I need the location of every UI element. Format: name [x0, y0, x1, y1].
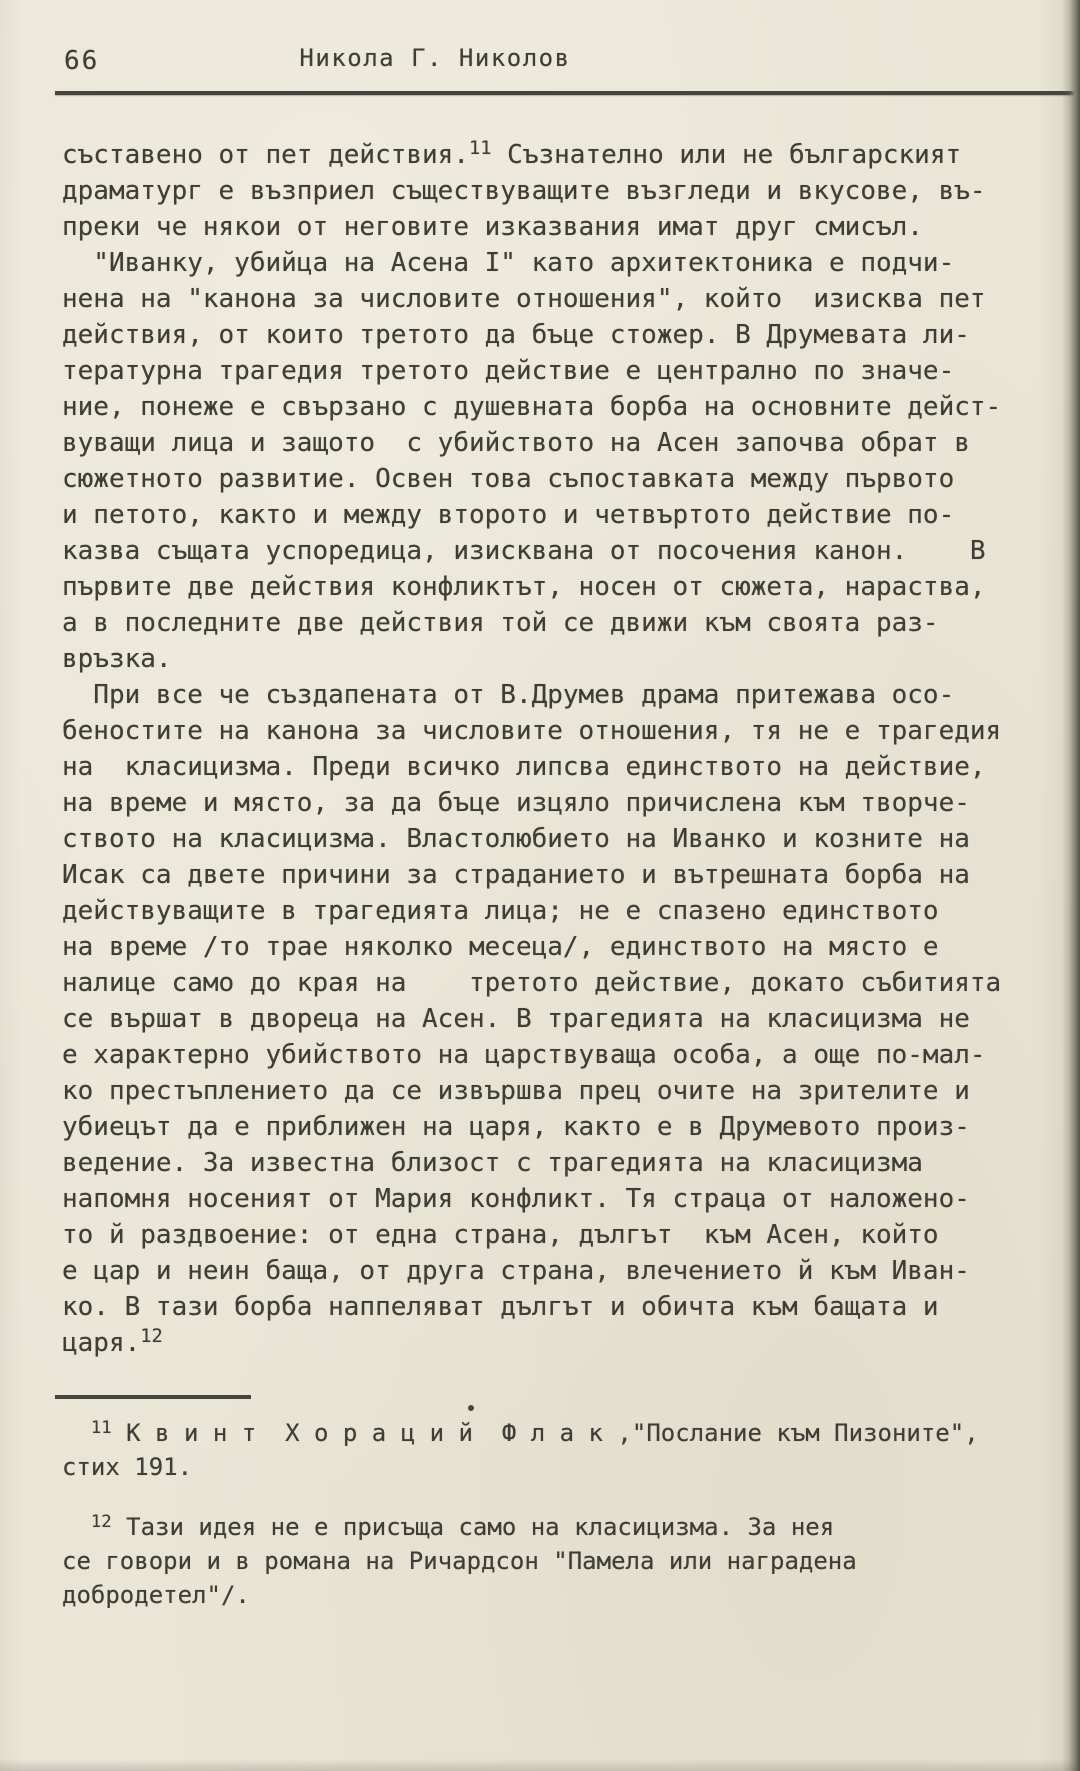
running-header-title: Никола Г. Николов [299, 44, 571, 72]
text-run: Исак са двете причини за страданието и вътрешната борба на [62, 860, 970, 890]
text-line [62, 1510, 1052, 1544]
text-line [62, 245, 1042, 281]
text-line [62, 281, 1042, 317]
text-run: а в последните две действия той се движи към своята раз- [62, 608, 939, 638]
text-line [62, 1253, 1042, 1289]
text-run: "Иванку, убийца на Асена I" като архитектоника е подчи- [62, 248, 955, 278]
header-rule [55, 91, 1080, 95]
text-line [62, 209, 1042, 245]
text-run: съставено от пет действия. [62, 140, 469, 170]
text-run [62, 1419, 91, 1447]
footnote-separator-rule [55, 1395, 251, 1399]
text-line [62, 461, 1042, 497]
text-run: на време /то трае няколко месеца/, единството на място е [62, 932, 939, 962]
text-line [62, 929, 1042, 965]
text-line [62, 137, 1042, 173]
paragraph [62, 677, 1042, 1361]
text-run: то й раздвоение: от една страна, дългът към Асен, който [62, 1220, 939, 1250]
text-line [62, 857, 1042, 893]
text-run: е характерно убийството на царствуваща особа, а още по-мал- [62, 1040, 986, 1070]
text-run: се говори и в романа на Ричардсон "Памела или наградена [62, 1547, 857, 1575]
text-line [62, 1001, 1042, 1037]
text-run: добродетел"/. [62, 1581, 250, 1609]
body-text [62, 137, 1042, 1361]
text-run: ко престъплението да се извършва прец очите на зрителите и [62, 1076, 970, 1106]
text-run: убиецът да е приближен на царя, както е в Друмевото произ- [62, 1112, 970, 1142]
text-run: казва същата успоредица, изисквана от посочения канон. В [62, 536, 986, 566]
footnote-ref: 12 [140, 1326, 163, 1348]
text-run: При все че създапената от В.Друмев драма притежава осо- [62, 680, 955, 710]
text-line [62, 713, 1042, 749]
text-run: ството на класицизма. Властолюбието на Иванко и козните на [62, 824, 970, 854]
text-line [62, 821, 1042, 857]
text-run: беностите на канона за числовите отношения, тя не е трагедия [62, 716, 1002, 746]
footnote-ref: 12 [90, 1511, 112, 1532]
text-line [62, 1037, 1042, 1073]
text-line [62, 893, 1042, 929]
text-line [62, 425, 1042, 461]
text-run: нена на "канона за числовите отношения", който изисква пет [62, 284, 986, 314]
page-number: 66 [64, 46, 100, 76]
text-line [62, 1073, 1042, 1109]
text-line [62, 1544, 1052, 1578]
text-run [62, 1513, 91, 1541]
text-run: Тази идея не е присъща само на класицизма. За нея [111, 1513, 835, 1541]
text-line [62, 965, 1042, 1001]
text-line [62, 317, 1042, 353]
text-line [62, 1181, 1042, 1217]
text-line [62, 1578, 1052, 1612]
footnote-ref: 11 [90, 1417, 112, 1438]
text-run: преки че някои от неговите изказвания имат друг смисъл. [62, 212, 923, 242]
text-run: и петото, както и между второто и четвъртото действие по- [62, 500, 955, 530]
text-line [62, 1289, 1042, 1325]
footnote [62, 1510, 1052, 1612]
paragraph [62, 137, 1042, 245]
text-run: ведение. За известна близост с трагедията на класицизма [62, 1148, 923, 1178]
text-line [62, 1325, 1042, 1361]
text-line [62, 353, 1042, 389]
text-run: Съзнателно или не българският [491, 140, 962, 170]
text-line [62, 605, 1042, 641]
text-line [62, 389, 1042, 425]
text-run: вуващи лица и защото с убийството на Асен започва обрат в [62, 428, 970, 458]
text-run: К в и н т Х о р а ц и й Ф л а к ,"Послание към Пизоните", [111, 1419, 979, 1447]
text-run: на време и място, за да бъце изцяло причислена към творче- [62, 788, 970, 818]
text-run: напомня носеният от Мария конфликт. Тя страца от наложено- [62, 1184, 970, 1214]
text-line [62, 1450, 1052, 1484]
text-run: ние, понеже е свързано с душевната борба на основните дейст- [62, 392, 1002, 422]
text-run: е цар и неин баща, от друга страна, влечението й към Иван- [62, 1256, 970, 1286]
footnotes [62, 1416, 1052, 1612]
text-run: стих 191. [62, 1453, 193, 1481]
text-run: действия, от които третото да бъце стожер. В Друмевата ли- [62, 320, 970, 350]
text-run: драматург е възприел съществуващите възгледи и вкусове, въ- [62, 176, 986, 206]
paragraph [62, 245, 1042, 677]
page-edge-shadow-bottom [0, 1759, 1080, 1771]
ink-speck [468, 1405, 474, 1411]
text-line [62, 569, 1042, 605]
text-line [62, 497, 1042, 533]
text-line [62, 173, 1042, 209]
text-run: на класицизма. Преди всичко липсва единството на действие, [62, 752, 986, 782]
text-run: връзка. [62, 644, 172, 674]
text-line [62, 641, 1042, 677]
text-run: първите две действия конфликтът, носен от сюжета, нараства, [62, 572, 986, 602]
text-run: действуващите в трагедията лица; не е спазено единството [62, 896, 939, 926]
page-edge-shadow-right [1062, 0, 1080, 1771]
text-run: сюжетното развитие. Освен това съпоставката между първото [62, 464, 955, 494]
text-line [62, 749, 1042, 785]
footnote [62, 1416, 1052, 1484]
text-line [62, 1145, 1042, 1181]
text-run: налице само до края на третото действие, докато събитията [62, 968, 1002, 998]
text-line [62, 1109, 1042, 1145]
text-line [62, 533, 1042, 569]
text-line [62, 1217, 1042, 1253]
footnote-ref: 11 [469, 138, 492, 160]
text-run: тературна трагедия третото действие е централно по значе- [62, 356, 955, 386]
text-run: ко. В тази борба наппеляват дългът и обичта към бащата и [62, 1292, 939, 1322]
text-line [62, 785, 1042, 821]
text-run: царя. [62, 1328, 141, 1358]
text-run: се вършат в двореца на Асен. В трагедията на класицизма не [62, 1004, 970, 1034]
text-line [62, 677, 1042, 713]
text-line [62, 1416, 1052, 1450]
